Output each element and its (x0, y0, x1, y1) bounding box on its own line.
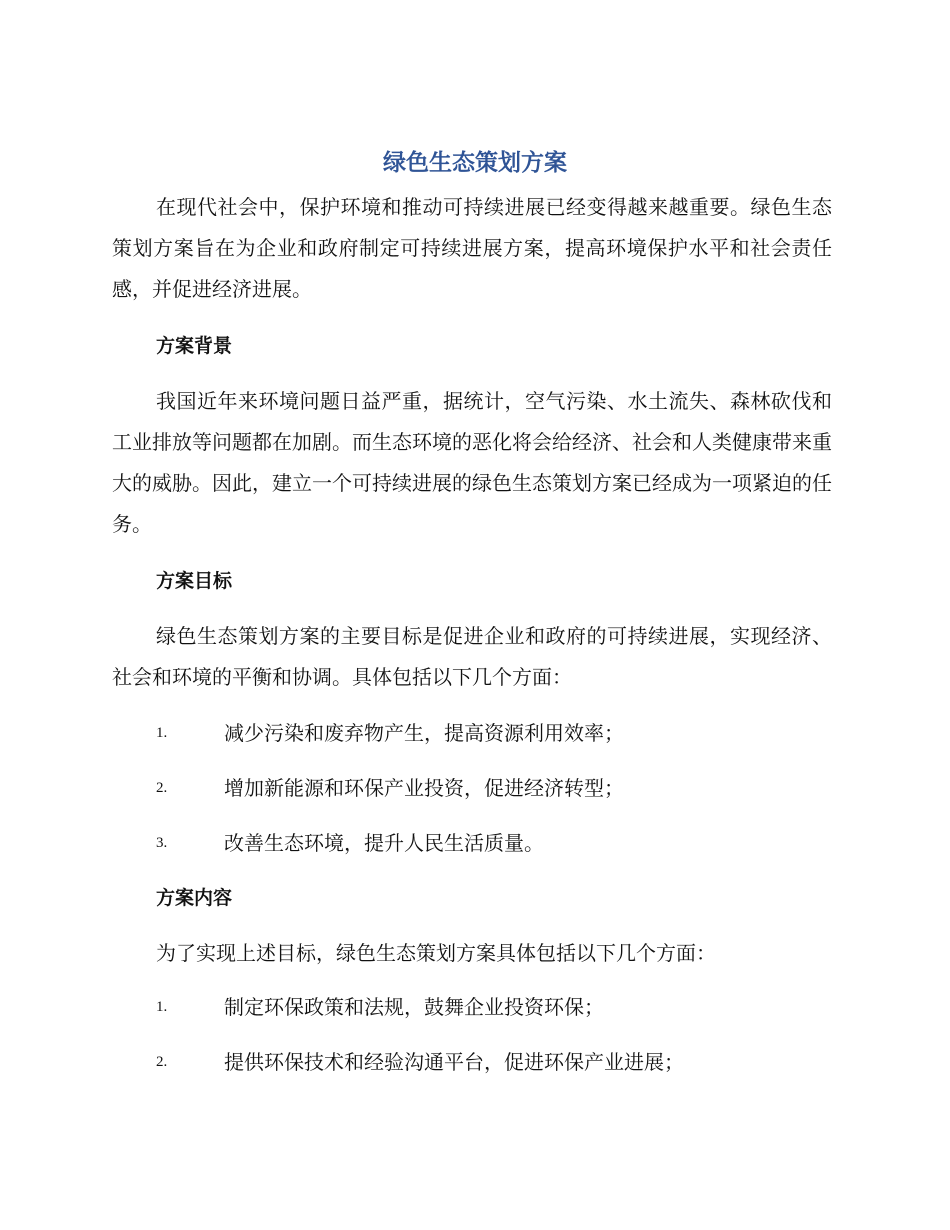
list-text: 改善生态环境，提升人民生活质量。 (224, 831, 544, 855)
list-number: 2. (156, 780, 168, 796)
section-heading-background: 方案背景 (156, 335, 233, 357)
section-heading-content: 方案内容 (156, 887, 233, 909)
content-list-item (156, 990, 836, 1024)
content-paragraph: 为了实现上述目标，绿色生态策划方案具体包括以下几个方面： (156, 941, 716, 965)
goals-list-item (156, 771, 836, 805)
document-title: 绿色生态策划方案 (383, 150, 567, 176)
list-number: 1. (156, 999, 168, 1015)
goals-paragraph: 绿色生态策划方案的主要目标是促进企业和政府的可持续进展，实现经济、社会和环境的平衡和协调。具体包括以下几个方面： (112, 624, 832, 689)
list-text: 增加新能源和环保产业投资，促进经济转型； (224, 776, 624, 800)
list-number: 1. (156, 725, 168, 741)
list-text: 提供环保技术和经验沟通平台，促进环保产业进展； (224, 1050, 684, 1074)
list-number: 2. (156, 1054, 168, 1070)
background-paragraph: 我国近年来环境问题日益严重，据统计，空气污染、水土流失、森林砍伐和工业排放等问题都在加剧。而生态环境的恶化将会给经济、社会和人类健康带来重大的威胁。因此，建立一个可持续进展的绿色生态策划方案已经成为一项紧迫的任务。 (112, 389, 832, 536)
list-text: 减少污染和废弃物产生，提高资源利用效率； (224, 721, 624, 745)
intro-paragraph: 在现代社会中，保护环境和推动可持续进展已经变得越来越重要。绿色生态策划方案旨在为企业和政府制定可持续进展方案，提高环境保护水平和社会责任感，并促进经济进展。 (112, 195, 832, 301)
goals-list-item (156, 826, 836, 860)
list-number: 3. (156, 835, 168, 851)
content-list-item (156, 1045, 836, 1079)
section-heading-goals: 方案目标 (156, 570, 233, 592)
list-text: 制定环保政策和法规，鼓舞企业投资环保； (224, 995, 604, 1019)
goals-list-item (156, 716, 836, 750)
